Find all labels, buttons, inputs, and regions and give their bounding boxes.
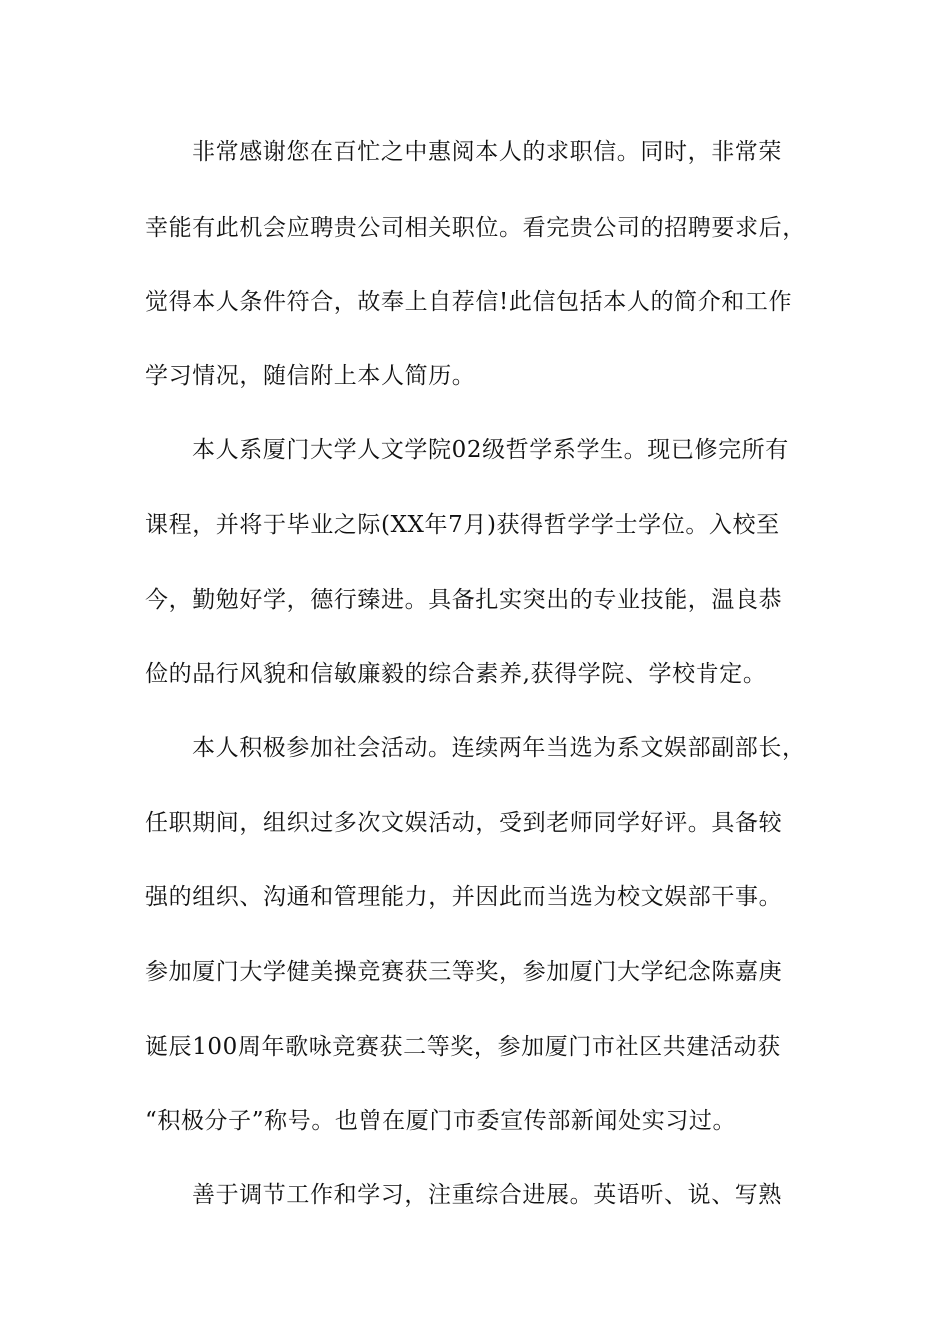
paragraph-2-line-2: 课程，并将于毕业之际(XX年7月)获得哲学学士学位。入校至 — [145, 512, 780, 538]
paragraph-1-line-4: 学习情况，随信附上本人简历。 — [145, 363, 476, 389]
paragraph-3-line-3: 强的组织、沟通和管理能力，并因此而当选为校文娱部干事。 — [145, 884, 783, 910]
paragraph-1-line-1: 非常感谢您在百忙之中惠阅本人的求职信。同时，非常荣 — [192, 139, 782, 165]
paragraph-3-line-5: 诞辰100周年歌咏竞赛获二等奖，参加厦门市社区共建活动获 — [145, 1034, 781, 1060]
paragraph-4-line-1: 善于调节工作和学习，注重综合进展。英语听、说、写熟 — [192, 1182, 782, 1208]
paragraph-1-line-3: 觉得本人条件符合，故奉上自荐信!此信包括本人的简介和工作 — [145, 289, 793, 315]
paragraph-3-line-6: “积极分子”称号。也曾在厦门市委宣传部新闻处实习过。 — [145, 1108, 737, 1134]
paragraph-2-line-4: 俭的品行风貌和信敏廉毅的综合素养,获得学院、学校肯定。 — [145, 661, 767, 687]
paragraph-2-line-3: 今，勤勉好学，德行臻进。具备扎实突出的专业技能，温良恭 — [145, 587, 783, 613]
paragraph-1-line-2: 幸能有此机会应聘贵公司相关职位。看完贵公司的招聘要求后， — [145, 215, 806, 241]
paragraph-2-line-1: 本人系厦门大学人文学院02级哲学系学生。现已修完所有 — [192, 437, 789, 463]
paragraph-3-line-4: 参加厦门大学健美操竞赛获三等奖，参加厦门大学纪念陈嘉庚 — [145, 959, 783, 985]
paragraph-3-line-1: 本人积极参加社会活动。连续两年当选为系文娱部副部长， — [192, 735, 806, 761]
paragraph-3-line-2: 任职期间，组织过多次文娱活动，受到老师同学好评。具备较 — [145, 810, 783, 836]
